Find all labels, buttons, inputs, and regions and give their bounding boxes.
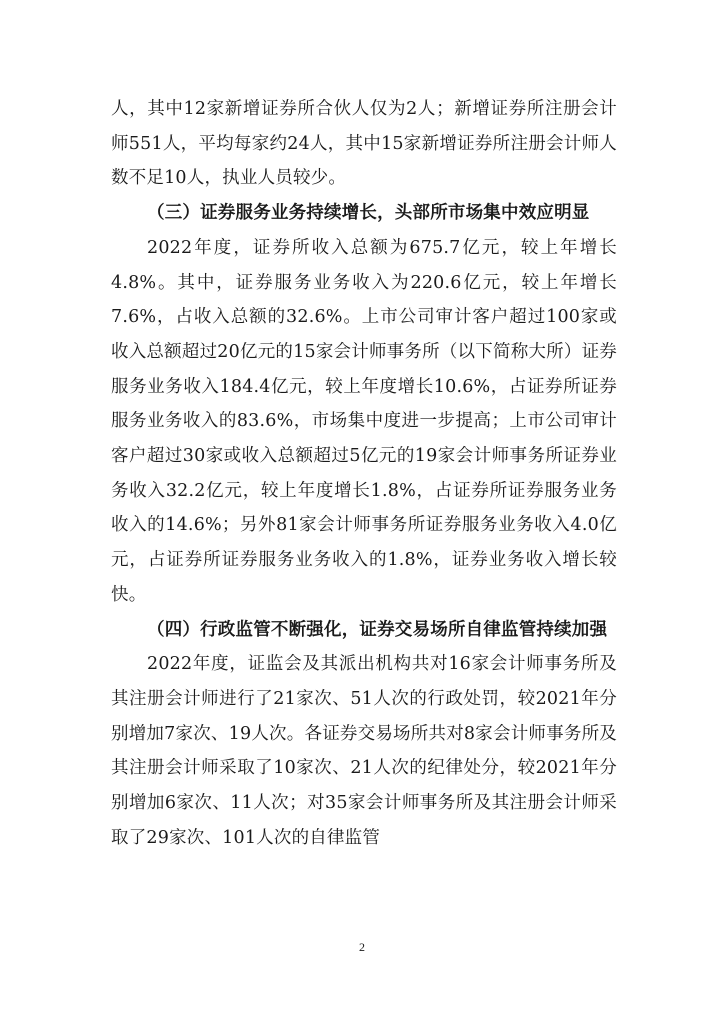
paragraph-supervision: 2022年度，证监会及其派出机构共对16家会计师事务所及其注册会计师进行了21家次、51人次的行政处罚，较2021年分别增加7家次、19人次。各证券交易场所共对8家会计师事务所及其注册会计师采取了10家次、21人次的纪律处分，较2021年分别增加6家次、11人次；对35家会计师事务所及其注册会计师采取了29家次、101人次的自律监管 [111,654,617,848]
paragraph-continuation: 人，其中12家新增证券所合伙人仅为2人；新增证券所注册会计师551人，平均每家约24人，其中15家新增证券所注册会计师人数不足10人，执业人员较少。 [111,99,617,189]
document-body [111,92,617,855]
page-number: 2 [359,940,365,954]
section-heading-3: （三）证券服务业务持续增长，头部所市场集中效应明显 [147,203,590,224]
section-heading-4: （四）行政监管不断强化，证券交易场所自律监管持续加强 [147,619,608,640]
paragraph-revenue: 2022年度，证券所收入总额为675.7亿元，较上年增长4.8%。其中，证券服务业务收入为220.6亿元，较上年增长7.6%，占收入总额的32.6%。上市公司审计客户超过100家或收入总额超过20亿元的15家会计师事务所（以下简称大所）证券服务业务收入184.4亿元，较上年度增长10.6%，占证券所证券服务业务收入的83.6%，市场集中度进一步提高；上市公司审计客户超过30家或收入总额超过5亿元的19家会计师事务所证券业务收入32.2亿元，较上年度增长1.8%，占证券所证券服务业务收入的14.6%；另外81家会计师事务所证券服务业务收入4.0亿元，占证券所证券服务业务收入的1.8%，证券业务收入增长较快。 [111,237,617,605]
